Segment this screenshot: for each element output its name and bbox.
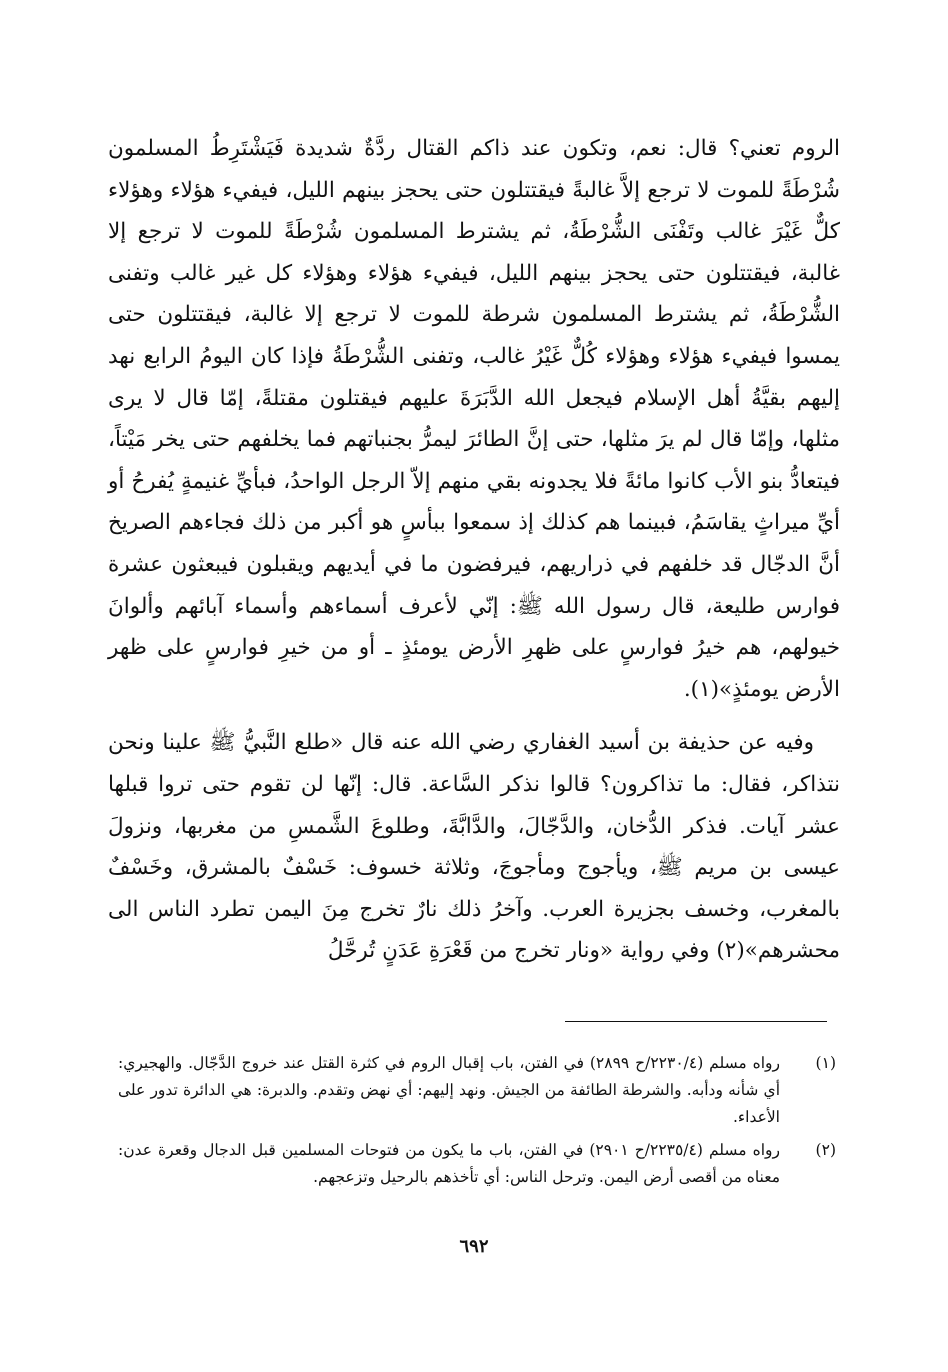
footnote-text: رواه مسلم (٢٢٣٠/٤/ح ٢٨٩٩) في الفتن، باب إقبال الروم في كثرة القتل عند خروج الدَّجّال. والهجيري: أي شأنه ودأبه. والشرطة الطائفة من الجيش. ونهد إليهم: أي نهض وتقدم. والدبرة: هي الدائرة تدور على الأعداء. (118, 1054, 781, 1126)
footnote-number: (١) (815, 1054, 836, 1072)
footnotes (118, 1050, 836, 1197)
page-number: ٦٩٢ (459, 1236, 489, 1257)
footnote-number: (٢) (815, 1141, 836, 1159)
main-text (108, 128, 840, 972)
footnote (118, 1137, 836, 1191)
paragraph: وفيه عن حذيفة بن أسيد الغفاري رضي الله عنه قال «طلع النَّبيُّ ﷺ علينا ونحن نتذاكر، فقال: ما تذاكرون؟ قالوا نذكر السَّاعة. قال: إنّها لن تقوم حتى تروا قبلها عشر آيات. فذكر الدُّخان، والدَّجّالَ، والدَّابَّةَ، وطلوعَ الشَّمسِ من مغربها، ونزولَ عيسى بن مريم ﷺ، ويأجوج ومأجوجَ، وثلاثة خسوف: خَسْفٌ بالمشرق، وخَسْفٌ بالمغرب، وخسف بجزيرة العرب. وآخرُ ذلك نارٌ تخرج مِنَ اليمن تطرد الناس الى محشرهم»(٢) وفي رواية «ونار تخرج من قَعْرَةِ عَدَنٍ تُرحَّلُ (108, 730, 840, 964)
paragraph: الروم تعني؟ قال: نعم، وتكون عند ذاكم القتال ردَّةٌ شديدة فَيَشْتَرِطُ المسلمون شُرْطَةً للموت لا ترجع إلاَّ غالبةً فيقتتلون حتى يحجز بينهم الليل، فيفيء هؤلاء وهؤلاء كلٌّ غَيْرَ غالب وتَفْنَى الشُّرْطَةُ، ثم يشترط المسلمون شُرْطَةً للموت لا ترجع إلا غالبة، فيقتتلون حتى يحجز بينهم الليل، فيفيء هؤلاء وهؤلاء كل غير غالب وتفنى الشُّرْطَةُ، ثم يشترط المسلمون شرطة للموت لا ترجع إلا غالبة، فيقتتلون حتى يمسوا فيفيء هؤلاء وهؤلاء كُلٌّ غَيْرُ غالب، وتفنى الشُّرْطَةُ فإذا كان اليومُ الرابع نهد إليهم بقيَّةُ أهل الإسلام فيجعل الله الدَّبَرَةَ عليهم فيقتلون مقتلةً، إمّا قال لا يرى مثلها، وإمّا قال لم يرَ مثلها، حتى إنَّ الطائرَ ليمرُّ بجنباتهم فما يخلفهم حتى يخر مَيْتاً، فيتعادُّ بنو الأب كانوا مائةً فلا يجدونه بقي منهم إلاّ الرجل الواحدُ، فبأيِّ غنيمةٍ يُفرحُ أو أيِّ ميراثٍ يقاسَمُ، فبينما هم كذلك إذ سمعوا ببأسٍ هو أكبر من ذلك فجاءهم الصريخ أنَّ الدجّال قد خلفهم في ذراريهم، فيرفضون ما في أيديهم ويقبلون فيبعثون عشرة فوارس طليعة، قال رسول الله ﷺ: إنّي لأعرف أسماءهم وأسماء آبائهم وألوانَ خيولهم، هم خيرُ فوارسٍ على ظهرِ الأرض يومئذٍ ـ أو من خيرِ فوارسٍ على ظهر الأرض يومئذٍ»(١). (108, 136, 840, 702)
footnote-text: رواه مسلم (٢٢٣٥/٤/ح ٢٩٠١) في الفتن، باب ما يكون من فتوحات المسلمين قبل الدجال وقعرة عدن: معناه من أقصى أرض اليمن. وترحل الناس: أي تأخذهم بالرحيل وتزعجهم. (118, 1141, 780, 1186)
footnote-separator (565, 1021, 827, 1022)
footnote (118, 1050, 836, 1131)
